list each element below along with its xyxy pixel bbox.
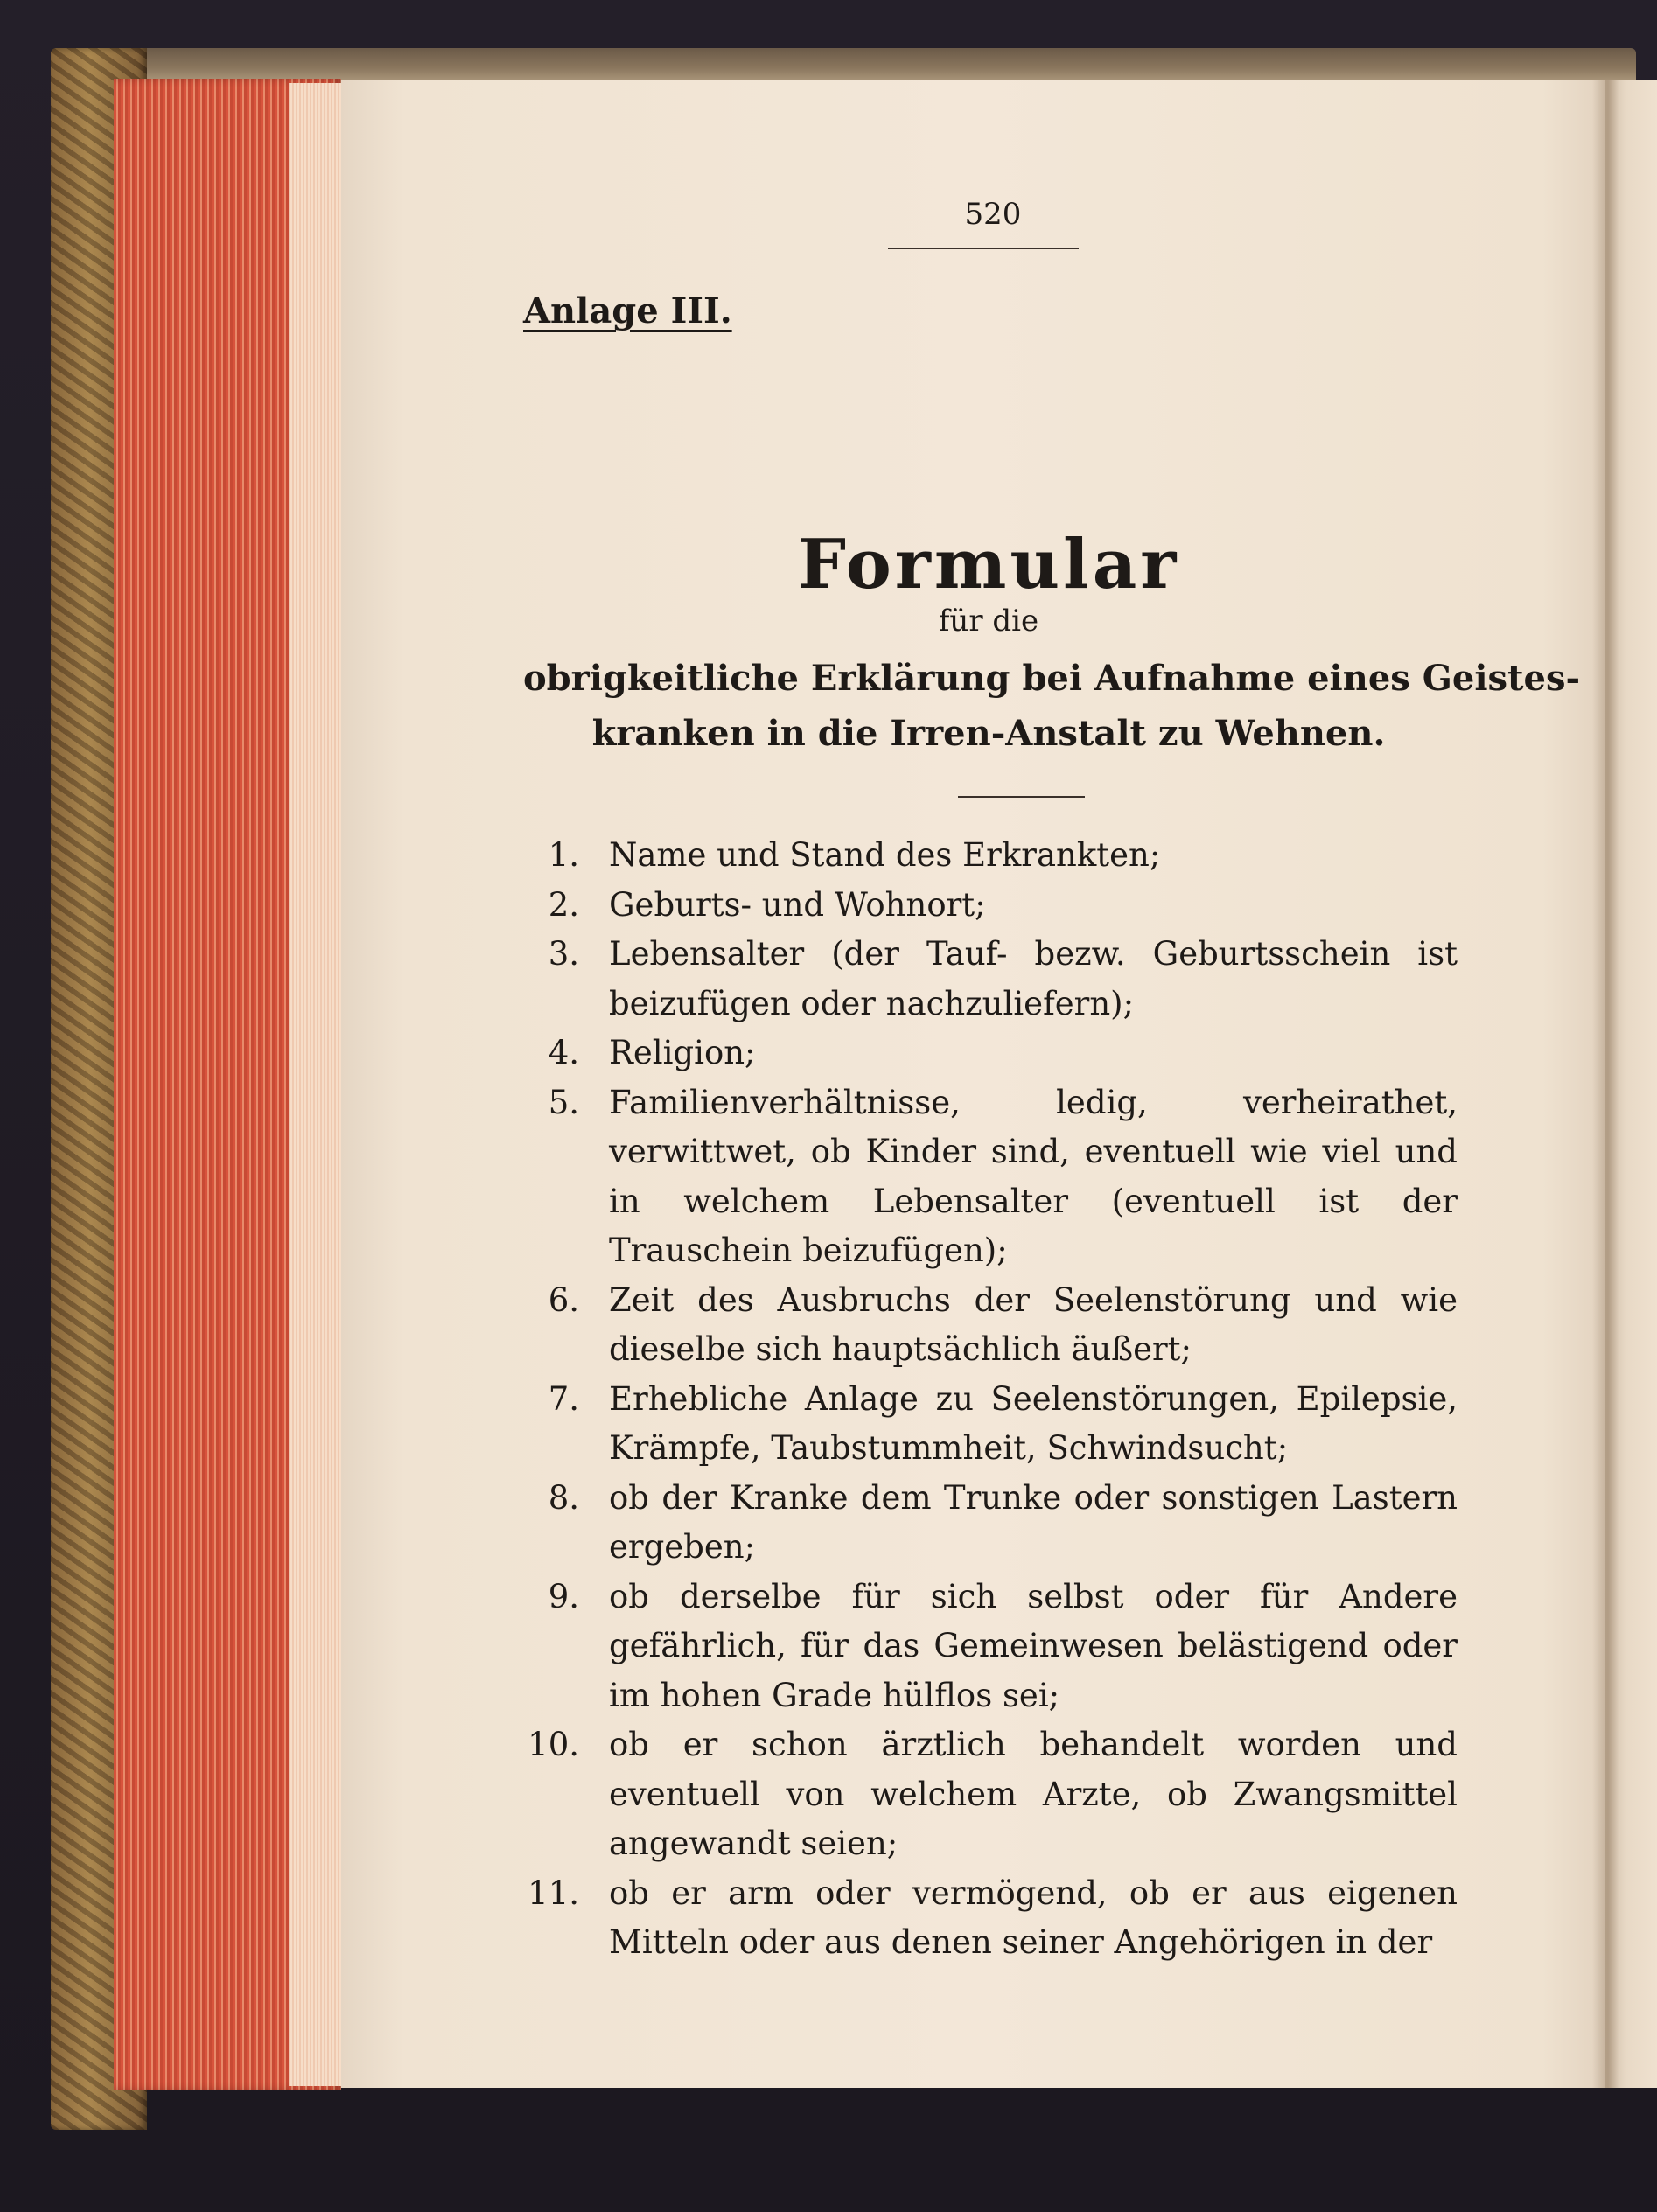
list-item-text: Lebensalter (der Tauf- bezw. Geburtsschein ist beizufügen oder nachzuliefern); xyxy=(609,935,1458,1022)
list-item-number: 10. xyxy=(528,1726,579,1763)
list-item-text: Zeit des Ausbruchs der Seelenstörung und wie dieselbe sich hauptsächlich äußert; xyxy=(609,1280,1458,1368)
list-item-number: 6. xyxy=(548,1280,579,1319)
list-item xyxy=(525,930,1458,1029)
subtitle-line-2: kranken in die Irren-Anstalt zu Wehnen. xyxy=(591,713,1386,754)
list-item-text: Geburts- und Wohnort; xyxy=(609,885,986,924)
page-number-rule xyxy=(888,248,1079,249)
appendix-label: Anlage III. xyxy=(523,290,732,331)
list-item xyxy=(525,1573,1458,1721)
list-item-text: Religion; xyxy=(609,1034,756,1071)
title-rule xyxy=(958,796,1085,798)
page-edges-light xyxy=(289,83,341,2086)
form-item-list xyxy=(525,831,1458,1968)
list-item xyxy=(525,1869,1458,1968)
form-title: Formular xyxy=(797,525,1180,604)
list-item xyxy=(525,1029,1458,1078)
list-item xyxy=(525,831,1458,881)
list-item-text: Name und Stand des Erkrankten; xyxy=(609,836,1161,874)
page-number: 520 xyxy=(964,197,1022,232)
list-item-text: ob derselbe für sich selbst oder für Andere gefährlich, für das Gemeinwesen belästigend oder im hohen Grade hülflos sei; xyxy=(609,1577,1458,1714)
subtitle-connector: für die xyxy=(938,604,1039,638)
list-item-number: 4. xyxy=(548,1034,579,1071)
list-item-number: 1. xyxy=(548,836,579,874)
list-item-text: ob er schon ärztlich behandelt worden und eventuell von welchem Arzte, ob Zwangsmittel angewandt seien; xyxy=(609,1726,1458,1862)
list-item xyxy=(525,1375,1458,1474)
list-item-number: 8. xyxy=(548,1478,579,1517)
list-item-text: Familienverhältnisse, ledig, verheirathet, verwittwet, ob Kinder sind, eventuell wie viel und in welchem Lebensalter (eventuell ist der Trauschein beizufügen); xyxy=(609,1083,1458,1269)
page-gutter-shadow xyxy=(1592,80,1619,2088)
list-item xyxy=(525,1276,1458,1375)
list-item xyxy=(525,881,1458,931)
list-item xyxy=(525,1720,1458,1869)
list-item-number: 2. xyxy=(548,885,579,924)
list-item-number: 5. xyxy=(548,1083,579,1121)
list-item-text: Erhebliche Anlage zu Seelenstörungen, Epilepsie, Krämpfe, Taubstummheit, Schwindsucht; xyxy=(609,1379,1458,1467)
subtitle-line-1: obrigkeitliche Erklärung bei Aufnahme eines Geistes- xyxy=(523,658,1581,699)
list-item-number: 7. xyxy=(548,1379,579,1418)
list-item-number: 3. xyxy=(548,935,579,973)
list-item-number: 11. xyxy=(528,1874,579,1912)
list-item xyxy=(525,1474,1458,1573)
list-item-text: ob der Kranke dem Trunke oder sonstigen Lastern ergeben; xyxy=(609,1478,1458,1566)
list-item xyxy=(525,1078,1458,1276)
list-item-text: ob er arm oder vermögend, ob er aus eigenen Mitteln oder aus denen seiner Angehörigen in der xyxy=(609,1874,1458,1961)
list-item-number: 9. xyxy=(548,1577,579,1615)
